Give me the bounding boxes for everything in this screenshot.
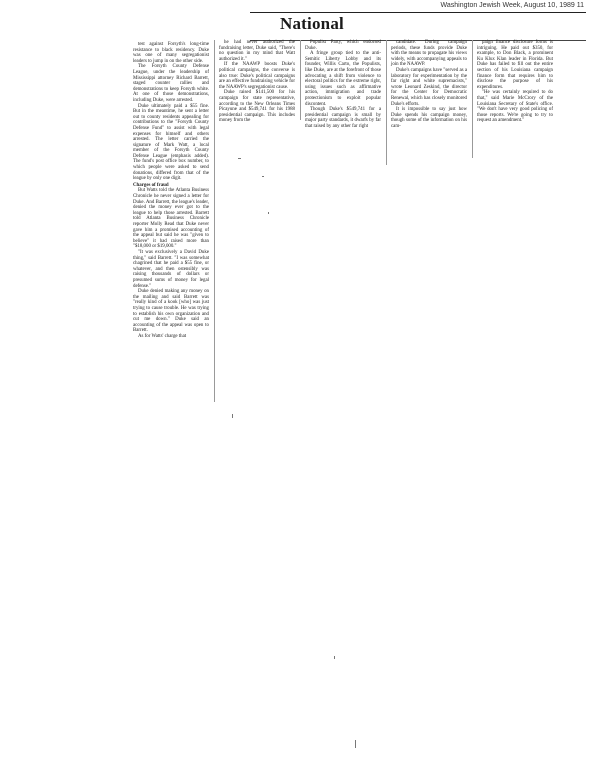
- column-divider: [300, 40, 301, 120]
- paragraph: he had never authorized the fundraising letter, Duke said, "There's no question in my mind that Watt authorized it.": [219, 40, 295, 62]
- header-top-rule: [250, 12, 586, 13]
- paragraph: "It was exclusively a David Duke thing," said Barrett. "I was somewhat chagrined that he paid a $55 fine, or whatever, and then ostensibly was raising thousands of dollars or presumed sums of money for legal defense.": [133, 249, 209, 289]
- paragraph: If the NAAWP boosts Duke's political campaigns, the converse is also true: Duke's political campaigns are an effective fundraising vehicle for the NAAWP's segregationist cause.: [219, 62, 295, 90]
- column-divider: [214, 40, 215, 402]
- paragraph: The Forsyth County Defense League, under the leadership of Mississippi attorney Richard Barrett, staged counter rallies and demonstrations to keep Forsyth white. At one of those demonstrations, including Duke, were arrested.: [133, 64, 209, 103]
- scan-speck: [238, 158, 241, 159]
- paragraph: Though Duke's $549,741 for a presidential campaign is small by major party standards, it dwarfs by far that raised by any other far right: [305, 107, 381, 129]
- section-title: National: [280, 14, 344, 33]
- paragraph: test against Forsyth's long-time resistance to black residency. Duke was one of many segregationist leaders to jump in on the other side.: [133, 42, 209, 64]
- paragraph: Duke's campaigns have "served as a laboratory for experimentation by the far right and white supremacists," wrote Leonard Zeskind, the director for the Center for Democratic Renewal, which has closely monitored Duke's efforts.: [391, 67, 467, 107]
- scan-speck: [355, 740, 356, 748]
- paragraph: As for Watts' charge that: [138, 333, 187, 339]
- paragraph: "He was certainly required to do that," said Marie McCrory of the Louisiana Secretary of State's office. "We don't have very good policing of those reports. We're going to try to request an amendment.": [477, 90, 553, 124]
- scan-speck: [232, 414, 233, 418]
- article-column-2: [219, 40, 295, 124]
- section-header: [250, 2, 586, 42]
- paragraph: paign finance disclosure forms is intriguing. He paid out $350, for example, to Don Black, a prominent Ku Klux Klan leader in Florida. But Duke has failed to fill out the entire section of his Louisiana campaign finance form that requires him to disclose the purpose of his expenditures.: [477, 40, 553, 90]
- article-column-5: [477, 40, 553, 158]
- paragraph: Duke denied making any money on the mailing and said Barrett was "really kind of a kook [who] was just trying to cause trouble. He was trying to establish his own organization and cut me down." Duke said an accounting of the appeal was open to Barrett.: [133, 289, 209, 334]
- scan-speck: [334, 656, 335, 659]
- column-divider: [472, 40, 473, 158]
- article-column-4: [391, 40, 467, 158]
- column-divider: [386, 40, 387, 165]
- paragraph: Duke ultimately paid a $55 fine. But in the meantime, he sent a letter out to county residents appealing for contributions to the "Forsyth County Defense Fund" to assist with legal expenses for himself and others arrested. The letter carried the signature of Mark Watt, a local member of the Forsyth County Defense League (emphasis added). The fund's post office box number, to which people were asked to send donations, differed from that of the league by only one digit.: [133, 103, 209, 182]
- article-column-1: [133, 42, 209, 402]
- publication-info: Washington Jewish Week, August 10, 1989 11: [440, 2, 584, 9]
- scan-speck: [262, 176, 264, 177]
- paragraph: candidate. During campaign periods, these funds provide Duke with the means to propagate his views widely, with accompanying appeals to join the NAAWP.: [391, 40, 467, 68]
- paragraph: A fringe group tied to the anti-Semitic Liberty Lobby and its founder, Willis Carto, the Populists, like Duke, are at the forefront of those advocating a shift from violence to electoral politics for the extreme right, using issues such as affirmative action, immigration and trade protectionism to exploit popular discontent.: [305, 51, 381, 107]
- paragraph: But Watts told the Atlanta Business Chronicle he never signed a letter for Duke. And Barrett, the league's leader, denied the money ever got to the league to help those arrested. Barrett told Atlanta Business Chronicle reporter Molly Read that Duke never gave him a promised accounting of the appeal but said he was "given to believe" it had raised more than "$18,000 or $19,000.": [133, 188, 209, 250]
- scan-speck: [268, 212, 269, 214]
- paragraph: Populist Party, which endorsed Duke.: [305, 40, 381, 51]
- article-column-3: [305, 40, 381, 165]
- paragraph: Duke raised $141,500 for his campaign for state representative, according to the New Orleans Times Picayune and $549,741 for his 1988 presidential campaign. This includes money from the: [219, 90, 295, 124]
- subheading: Charges of fraud: [133, 182, 169, 188]
- paragraph: It is impossible to say just how Duke spends his campaign money, though some of the information on his cam-: [391, 107, 467, 129]
